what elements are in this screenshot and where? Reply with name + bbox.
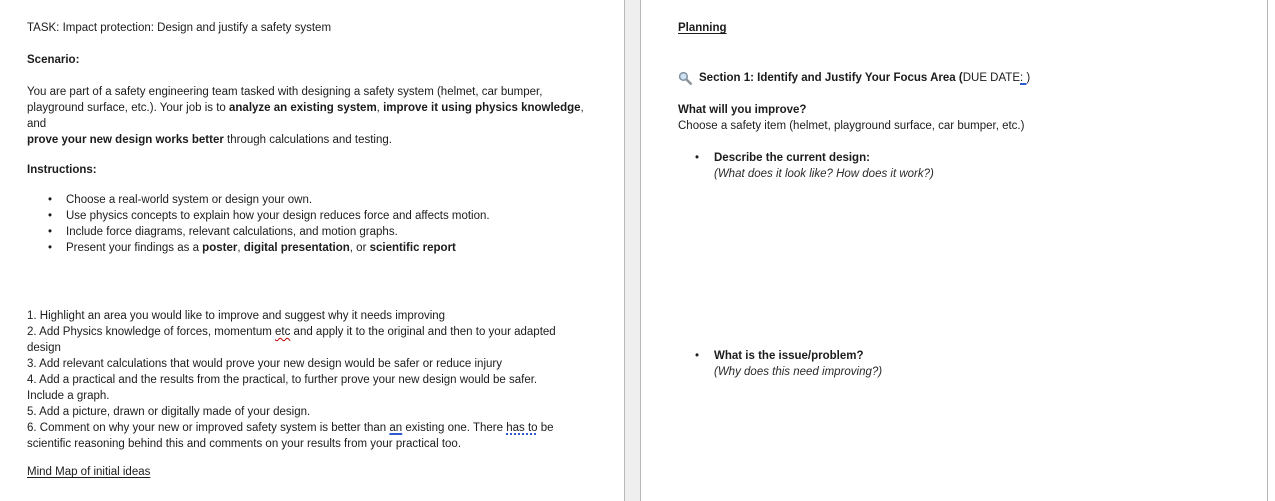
bullet-dot: •: [48, 226, 53, 238]
document-page-left[interactable]: [0, 0, 624, 501]
task-title: TASK: Impact protection: Design and justify a safety system: [27, 22, 332, 34]
improve-instruction: Choose a safety item (helmet, playground surface, car bumper, etc.): [678, 120, 1025, 132]
text-segment: an: [389, 422, 403, 434]
mind-map-heading: Mind Map of initial ideas: [27, 466, 151, 478]
bullet-dot: •: [48, 242, 53, 254]
text-segment: Include force diagrams, relevant calculations, and motion graphs.: [66, 226, 398, 238]
scenario-heading: Scenario:: [27, 54, 80, 66]
bullet-title: Describe the current design:: [714, 152, 870, 164]
planning-heading: Planning: [678, 22, 727, 34]
list-item: [678, 348, 1237, 380]
numbered-item: [27, 420, 584, 452]
instructions-heading: Instructions:: [27, 164, 97, 176]
list-item: [27, 224, 584, 240]
text-segment: ,: [237, 242, 244, 254]
text-segment: ): [1026, 72, 1031, 84]
text-segment: DUE DATE: [962, 72, 1020, 84]
text-segment: Section 1: Identify and Justify Your Focus Area (: [699, 72, 963, 84]
section1-heading-row: [678, 68, 1237, 88]
bullet-dot: •: [695, 350, 700, 362]
text-segment: 3. Add relevant calculations that would prove your new design would be safer or reduce injury: [27, 358, 502, 370]
text-segment: , or: [349, 242, 370, 254]
text-segment: design: [27, 342, 61, 354]
text-segment: prove your new design works better: [27, 134, 224, 146]
text-segment: scientific reasoning behind this and comments on your results from your practical too.: [27, 438, 462, 450]
text-segment: Use physics concepts to explain how your design reduces force and affects motion.: [66, 210, 490, 222]
text-segment: poster: [202, 242, 238, 254]
list-item: [27, 192, 584, 208]
scenario-paragraph: [27, 84, 584, 148]
numbered-item: [27, 356, 584, 372]
text-segment: analyze an existing system: [229, 102, 377, 114]
improve-question: What will you improve?: [678, 104, 807, 116]
bullet-text: [66, 242, 456, 254]
numbered-item: [27, 372, 584, 404]
text-segment: 4. Add a practical and the results from the practical, to further prove your new design would be safer.: [27, 374, 538, 386]
numbered-item: [27, 404, 584, 420]
text-segment: be: [537, 422, 554, 434]
text-segment: , and: [27, 102, 584, 130]
bullet-text: [66, 210, 490, 222]
bullet-prompt: (What does it look like? How does it work?): [714, 168, 934, 180]
page-edge-line: [1267, 0, 1268, 501]
magnifier-icon: [678, 71, 693, 86]
numbered-steps: [27, 308, 584, 452]
document-page-right[interactable]: [641, 0, 1267, 501]
text-segment: :: [1020, 72, 1027, 84]
text-segment: existing one. There: [402, 422, 507, 434]
list-item: [27, 240, 584, 256]
bullet-text: [66, 194, 312, 206]
text-segment: 1. Highlight an area you would like to improve and suggest why it needs improving: [27, 310, 446, 322]
list-item: [27, 208, 584, 224]
text-segment: Include a graph.: [27, 390, 110, 402]
text-segment: through calculations and testing.: [223, 134, 392, 146]
text-segment: scientific report: [369, 242, 456, 254]
text-segment: digital presentation: [243, 242, 350, 254]
text-segment: Present your findings as a: [66, 242, 203, 254]
text-segment: ,: [376, 102, 384, 114]
numbered-item: [27, 324, 584, 356]
bullet-title: What is the issue/problem?: [714, 350, 864, 362]
text-segment: 2. Add Physics knowledge of forces, momentum: [27, 326, 276, 338]
list-item: [678, 150, 1237, 182]
text-segment: Choose a real-world system or design your own.: [66, 194, 313, 206]
text-segment: and apply it to the original and then to your adapted: [290, 326, 556, 338]
text-segment: playground surface, etc.). Your job is to: [27, 102, 230, 114]
bullet-dot: •: [48, 194, 53, 206]
text-segment: etc: [275, 326, 291, 338]
text-segment: improve it using physics knowledge: [383, 102, 581, 114]
numbered-item: [27, 308, 584, 324]
bullet-dot: •: [695, 152, 700, 164]
bullet-dot: •: [48, 210, 53, 222]
bullet-prompt: (Why does this need improving?): [714, 366, 883, 378]
text-segment: You are part of a safety engineering team tasked with designing a safety system (helmet, car bumper,: [27, 86, 543, 98]
text-segment: 5. Add a picture, drawn or digitally made of your design.: [27, 406, 311, 418]
page-gap-divider: [624, 0, 641, 501]
section1-heading: [699, 70, 1030, 86]
bullet-text: [66, 226, 398, 238]
text-segment: has to: [506, 422, 538, 434]
instruction-bullet-list: [27, 192, 584, 256]
text-segment: 6. Comment on why your new or improved safety system is better than: [27, 422, 390, 434]
